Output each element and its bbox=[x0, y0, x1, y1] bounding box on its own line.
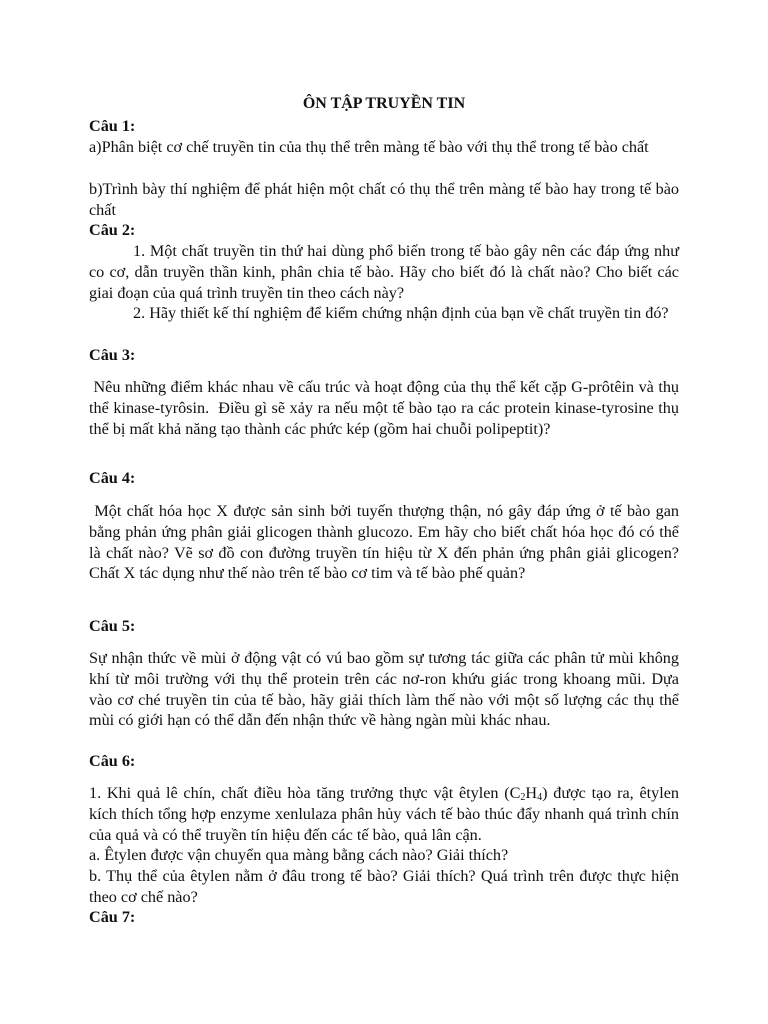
document-title: ÔN TẬP TRUYỀN TIN bbox=[302, 95, 466, 112]
question-2-heading: Câu 2: bbox=[89, 221, 136, 239]
question-5-heading: Câu 5: bbox=[89, 617, 136, 635]
formula-subscript-2: 2 bbox=[520, 792, 526, 803]
question-6-part-b: b. Thụ thể của êtylen nằm ở đâu trong tế bào? Giải thích? Quá trình trên được thực hiện theo cơ chế nào? bbox=[89, 867, 679, 906]
formula-subscript-4: 4 bbox=[537, 792, 543, 803]
question-6-part-a: a. Êtylen được vận chuyển qua màng bằng cách nào? Giải thích? bbox=[89, 846, 509, 864]
question-6-intro-after: ) được tạo ra, êtylen kích thích tổng hợp enzyme xenlulaza phân hủy vách tế bào thúc đẩy nhanh quá trình chín của quả và có thể truyền tín hiệu đến các tế bào, quả lân cận. bbox=[89, 784, 679, 844]
question-4-heading: Câu 4: bbox=[89, 469, 136, 487]
question-6-intro bbox=[89, 783, 679, 845]
question-1-part-b: b)Trình bày thí nghiệm để phát hiện một chất có thụ thể trên màng tế bào hay trong tế bào chất bbox=[89, 180, 679, 219]
question-2-item-2: 2. Hãy thiết kế thí nghiệm để kiểm chứng nhận định của bạn về chất truyền tin đó? bbox=[133, 304, 669, 322]
question-4-text: Một chất hóa học X được sản sinh bởi tuyến thượng thận, nó gây đáp ứng ở tế bào gan bằng phản ứng phân giải glicogen thành glucozo. Em hãy cho biết chất hóa học đó có thể là chất nào? Vẽ sơ đồ con đường truyền tín hiệu từ X đến phản ứng phân giải glicogen? Chất X tác dụng như thế nào trên tế bào cơ tim và tế bào phế quản? bbox=[89, 502, 684, 583]
question-1-heading: Câu 1: bbox=[89, 117, 136, 135]
question-5-text: Sự nhận thức về mùi ở động vật có vú bao gồm sự tương tác giữa các phân tử mùi không khí từ môi trường với thụ thể protein trên các nơ-ron khứu giác trong khoang mũi. Dựa vào cơ ché truyền tin của tế bào, hãy giải thích làm thế nào với một số lượng các thụ thể mùi có giới hạn có thể dẫn đến nhận thức về hàng ngàn mùi khác nhau. bbox=[89, 649, 679, 730]
question-6-heading: Câu 6: bbox=[89, 752, 136, 770]
question-6-intro-before: 1. Khi quả lê chín, chất điều hòa tăng trưởng thực vật êtylen (C bbox=[89, 784, 521, 802]
question-1-part-a: a)Phân biệt cơ chế truyền tin của thụ thể trên màng tế bào với thụ thể trong tế bào chất bbox=[89, 138, 649, 156]
question-7-heading: Câu 7: bbox=[89, 908, 136, 926]
question-3-heading: Câu 3: bbox=[89, 346, 136, 364]
formula-h: H bbox=[525, 784, 538, 802]
question-2-item-1: 1. Một chất truyền tin thứ hai dùng phổ biến trong tế bào gây nên các đáp ứng như co cơ, dẫn truyền thần kinh, phân chia tế bào. Hãy cho biết đó là chất nào? Cho biết các giai đoạn của quá trình truyền tin theo cách này? bbox=[89, 242, 679, 302]
question-3-text: Nêu những điểm khác nhau về cấu trúc và hoạt động của thụ thể kết cặp G-prôtêin và thụ thể kinase-tyrôsin. Điều gì sẽ xảy ra nếu một tế bào tạo ra các protein kinase-tyrosine thụ thể bị mất khả năng tạo thành các phức kép (gồm hai chuỗi polipeptit)? bbox=[89, 378, 684, 438]
